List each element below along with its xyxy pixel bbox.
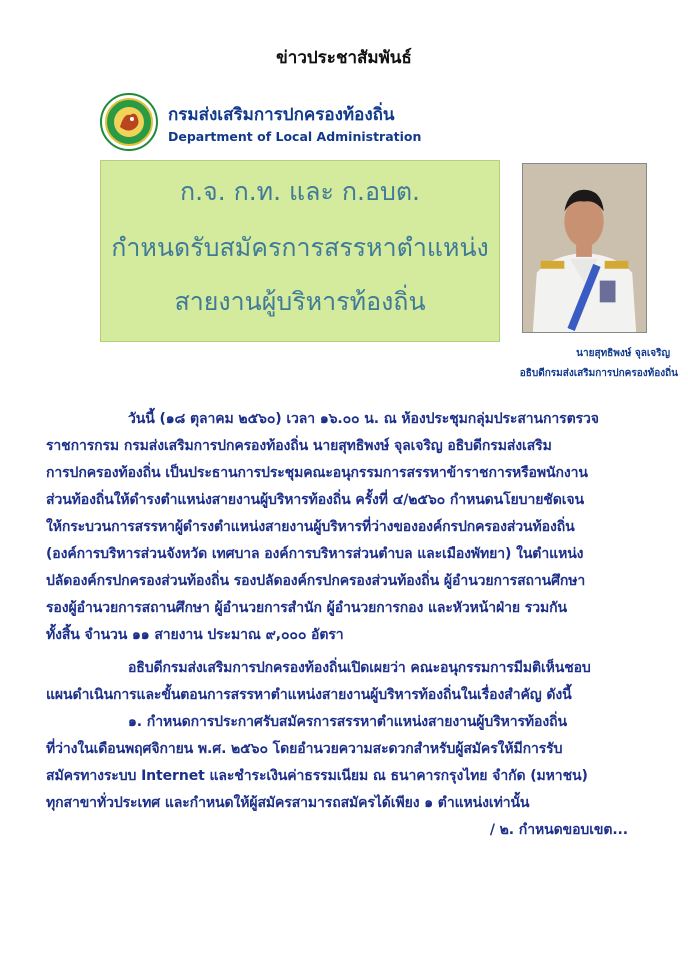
director-portrait <box>522 163 647 333</box>
body-line: แผนดำเนินการและขั้นตอนการสรรหาตำแหน่งสายงานผู้บริหารท้องถิ่นในเรื่องสำคัญ ดังนี้ <box>46 687 572 703</box>
banner-line-1: ก.จ. ก.ท. และ ก.อบต. <box>179 177 421 206</box>
body-line: อธิบดีกรมส่งเสริมการปกครองท้องถิ่นเปิดเผยว่า คณะอนุกรรมการมีมติเห็นชอบ <box>128 660 591 676</box>
body-line: ปลัดองค์กรปกครองส่วนท้องถิ่น รองปลัดองค์กรปกครองส่วนท้องถิ่น ผู้อำนวยการสถานศึกษา <box>46 573 586 589</box>
organization-name-thai: กรมส่งเสริมการปกครองท้องถิ่น <box>168 105 395 125</box>
body-line: (องค์การบริหารส่วนจังหวัด เทศบาล องค์การบริหารส่วนตำบล และเมืองพัทยา) ในตำแหน่ง <box>46 546 584 562</box>
organization-name-english: Department of Local Administration <box>168 129 422 144</box>
body-line: ๑. กำหนดการประกาศรับสมัครการสรรหาตำแหน่งสายงานผู้บริหารท้องถิ่น <box>128 714 567 730</box>
body-line: ที่ว่างในเดือนพฤศจิกายน พ.ศ. ๒๕๖๐ โดยอำนวยความสะดวกสำหรับผู้สมัครให้มีการรับ <box>46 741 563 757</box>
body-line: ทั้งสิ้น จำนวน ๑๑ สายงาน ประมาณ ๙,๐๐๐ อัตรา <box>46 627 344 643</box>
portrait-caption-name: นายสุทธิพงษ์ จุลเจริญ <box>576 348 670 359</box>
department-seal-icon <box>100 93 158 151</box>
body-line: ส่วนท้องถิ่นให้ดำรงตำแหน่งสายงานผู้บริหารท้องถิ่น ครั้งที่ ๔/๒๕๖๐ กำหนดนโยบายชัดเจน <box>46 492 584 508</box>
body-line: ราชการกรม กรมส่งเสริมการปกครองท้องถิ่น นายสุทธิพงษ์ จุลเจริญ อธิบดีกรมส่งเสริม <box>46 438 552 454</box>
banner-line-3: สายงานผู้บริหารท้องถิ่น <box>174 287 426 316</box>
body-line: วันนี้ (๑๘ ตุลาคม ๒๕๖๐) เวลา ๑๖.๐๐ น. ณ ห้องประชุมกลุ่มประสานการตรวจ <box>128 411 599 427</box>
body-line: การปกครองท้องถิ่น เป็นประธานการประชุมคณะอนุกรรมการสรรหาข้าราชการหรือพนักงาน <box>46 465 588 481</box>
page-title: ข่าวประชาสัมพันธ์ <box>276 48 412 68</box>
body-line: ทุกสาขาทั่วประเทศ และกำหนดให้ผู้สมัครสามารถสมัครได้เพียง ๑ ตำแหน่งเท่านั้น <box>46 795 530 811</box>
body-line: ให้กระบวนการสรรหาผู้ดำรงตำแหน่งสายงานผู้บริหารที่ว่างขององค์กรปกครองส่วนท้องถิ่น <box>46 519 575 535</box>
continuation-note: / ๒. กำหนดขอบเขต... <box>489 822 628 838</box>
body-line: รองผู้อำนวยการสถานศึกษา ผู้อำนวยการสำนัก ผู้อำนวยการกอง และหัวหน้าฝ่าย รวมกัน <box>46 600 567 616</box>
body-line: สมัครทางระบบ Internet และชำระเงินค่าธรรมเนียม ณ ธนาคารกรุงไทย จำกัด (มหาชน) <box>46 768 588 784</box>
portrait-caption-role: อธิบดีกรมส่งเสริมการปกครองท้องถิ่น <box>519 368 678 379</box>
banner-line-2: กำหนดรับสมัครการสรรหาตำแหน่ง <box>111 233 489 262</box>
headline-banner <box>100 160 500 342</box>
